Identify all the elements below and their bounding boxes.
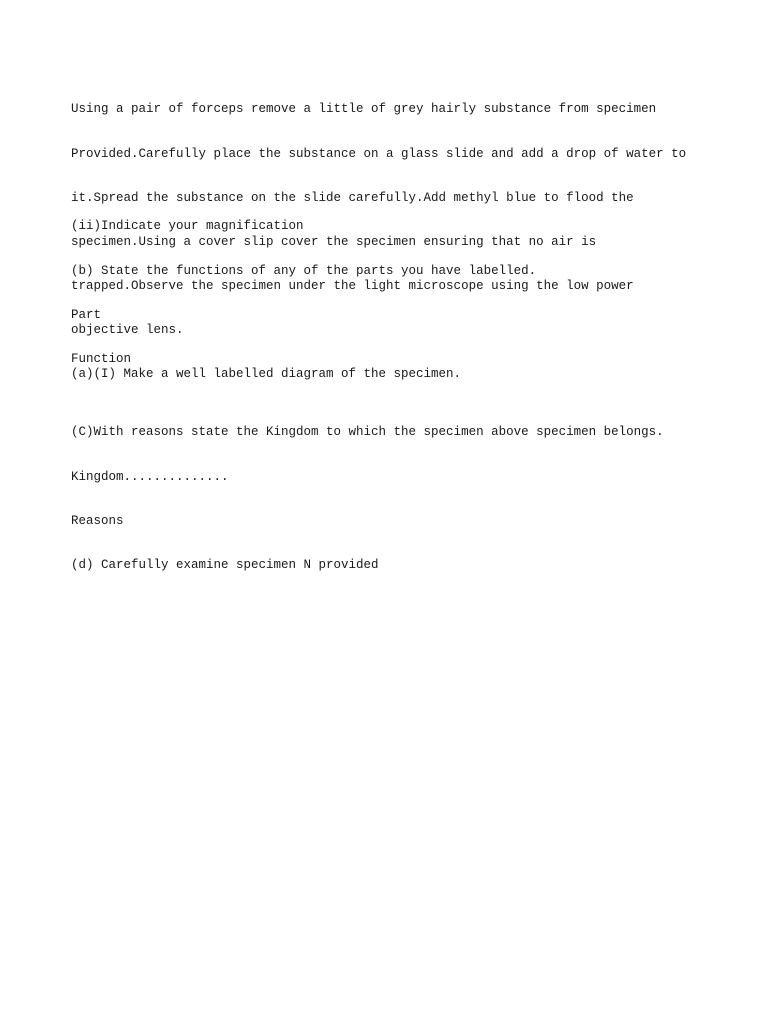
function-heading: Function [71,351,132,366]
text-line: specimen.Using a cover slip cover the specimen ensuring that no air is [71,234,597,249]
question-a-ii: (ii)Indicate your magnification [71,219,304,234]
questions-ii-b [71,190,536,396]
text-line: Provided.Carefully place the substance on a glass slide and add a drop of water to [71,146,687,161]
reasons-heading: Reasons [71,513,124,528]
kingdom-line: Kingdom.............. [71,469,229,484]
text-line: objective lens. [71,322,184,337]
text-line: Using a pair of forceps remove a little of grey hairly substance from specimen [71,102,657,117]
text-line: trapped.Observe the specimen under the light microscope using the low power [71,278,634,293]
question-b: (b) State the functions of any of the parts you have labelled. [71,263,537,278]
part-heading: Part [71,307,102,322]
question-d: (d) Carefully examine specimen N provided [71,557,379,572]
question-a-i: (a)(I) Make a well labelled diagram of the specimen. [71,366,462,381]
text-line: it.Spread the substance on the slide carefully.Add methyl blue to flood the [71,190,634,205]
questions-c-d [71,396,664,602]
question-c: (C)With reasons state the Kingdom to which the specimen above specimen belongs. [71,425,664,440]
